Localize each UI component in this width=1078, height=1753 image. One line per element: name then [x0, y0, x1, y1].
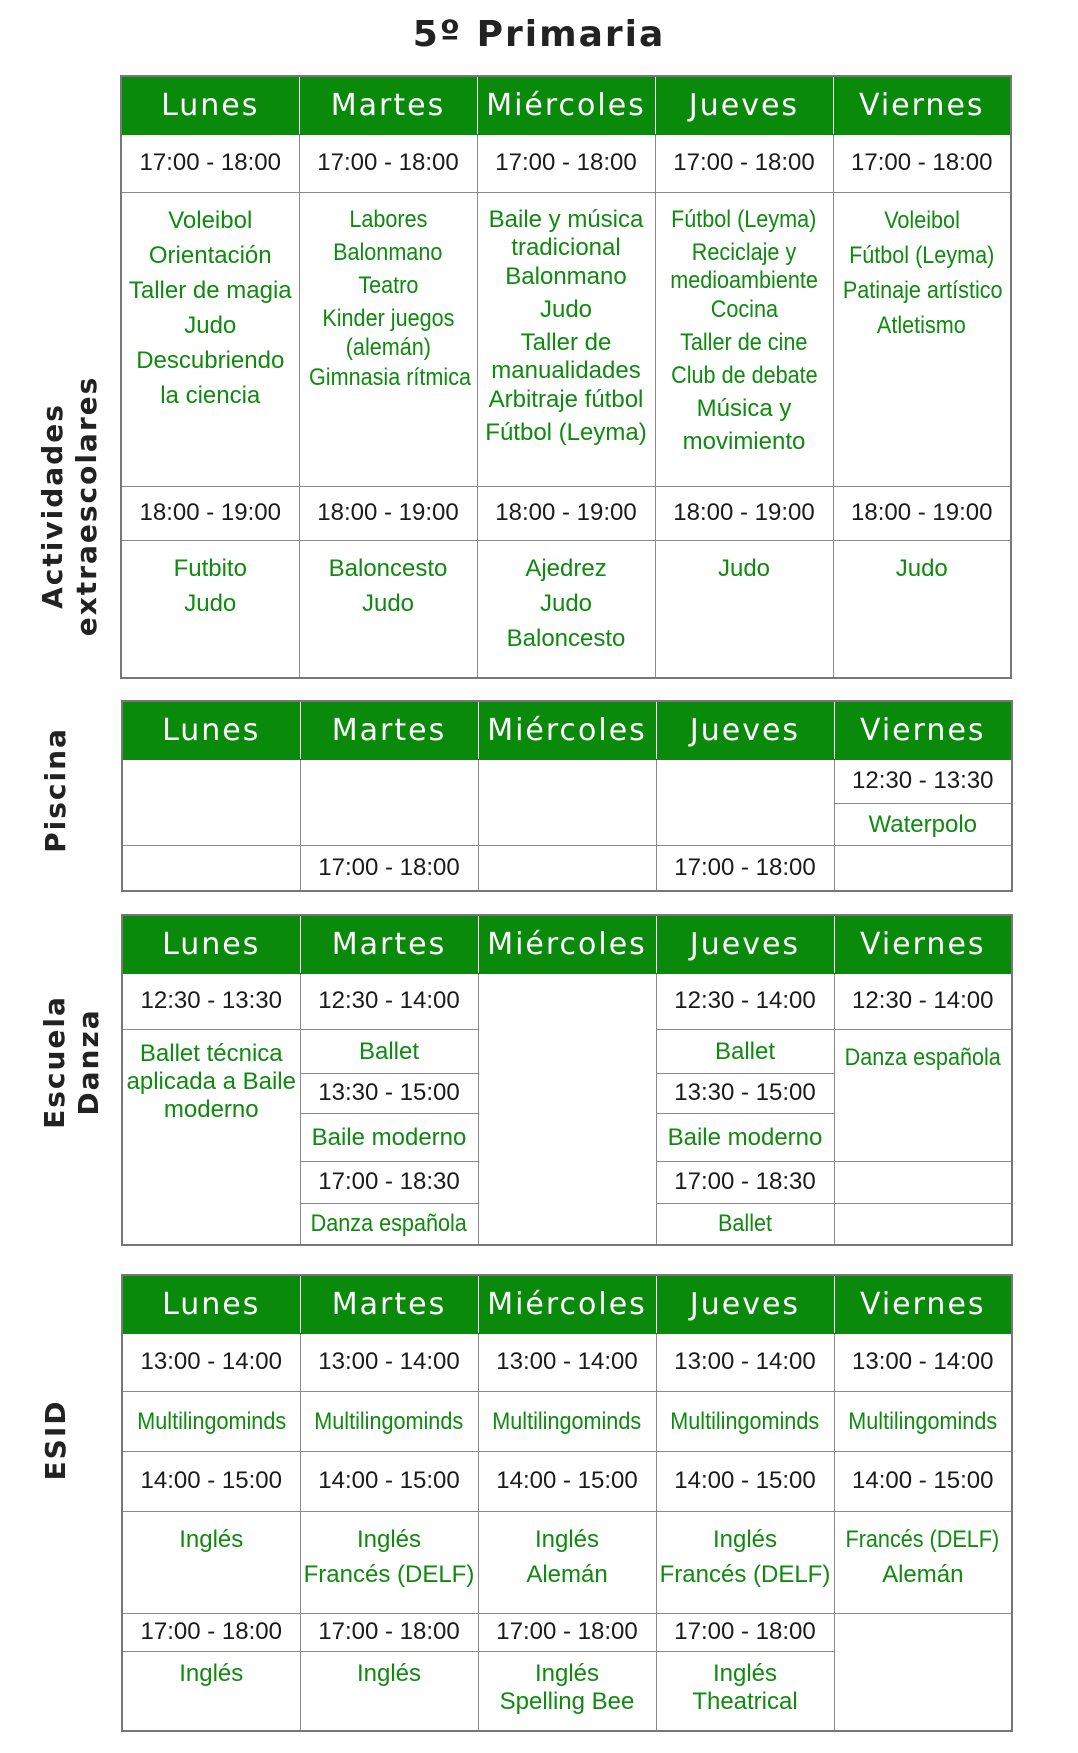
- day-header-miercoles: Miércoles: [478, 1275, 656, 1333]
- time-cell: 14:00 - 15:00: [834, 1451, 1012, 1511]
- activity-item: Gimnasia rítmica: [308, 363, 471, 391]
- day-header-viernes: Viernes: [834, 1275, 1012, 1333]
- activity-cell: Danza española: [300, 1203, 478, 1245]
- day-header-jueves: Jueves: [656, 1275, 834, 1333]
- time-cell: 13:00 - 14:00: [300, 1333, 478, 1391]
- activity-item: tradicional: [511, 233, 621, 261]
- activity-item: Futbito: [173, 554, 247, 582]
- time-cell: 18:00 - 19:00: [833, 486, 1011, 540]
- activity-item: Theatrical: [692, 1687, 798, 1715]
- activity-item: Ajedrez: [525, 554, 607, 582]
- day-header-jueves: Jueves: [656, 701, 834, 759]
- label-line: Escuela: [38, 995, 71, 1129]
- activity-item: Descubriendo: [136, 346, 285, 374]
- activity-item: Ballet técnica: [139, 1039, 283, 1067]
- table-danza: [121, 914, 1013, 1246]
- empty-cell: [834, 845, 1012, 891]
- activity-cell: Multilingominds: [834, 1391, 1012, 1451]
- activity-cell: [834, 1511, 1012, 1613]
- time-cell: 14:00 - 15:00: [478, 1451, 656, 1511]
- time-cell: 17:00 - 18:00: [478, 1613, 656, 1651]
- activity-item: Arbitraje fútbol: [488, 385, 644, 413]
- activity-item: Judo: [895, 554, 948, 582]
- activity-item: Inglés: [179, 1659, 244, 1687]
- activity-cell: [656, 1511, 834, 1613]
- activity-item: Alemán: [526, 1560, 608, 1588]
- empty-cell: [834, 1161, 1012, 1203]
- activity-item: Judo: [361, 589, 415, 617]
- activity-cell: [122, 1651, 300, 1731]
- activity-item: Inglés: [534, 1659, 600, 1687]
- activity-item: Inglés: [356, 1659, 422, 1687]
- activity-item: Voleibol: [883, 206, 960, 234]
- time-cell: 13:00 - 14:00: [478, 1333, 656, 1391]
- activity-cell: [299, 540, 477, 678]
- empty-cell: [122, 759, 300, 845]
- day-header-lunes: Lunes: [122, 915, 300, 973]
- time-cell: 18:00 - 19:00: [121, 486, 299, 540]
- time-cell: 17:00 - 18:00: [656, 1613, 834, 1651]
- activity-item: Inglés: [712, 1525, 778, 1553]
- activity-cell: Multilingominds: [478, 1391, 656, 1451]
- activity-item: Inglés: [534, 1525, 600, 1553]
- label-line: Actividades: [36, 403, 69, 609]
- time-cell: 17:00 - 18:00: [656, 845, 834, 891]
- activity-item: aplicada a Baile: [126, 1067, 296, 1095]
- activity-item: Balonmano: [333, 238, 443, 266]
- day-header-martes: Martes: [300, 701, 478, 759]
- time-cell: 13:00 - 14:00: [656, 1333, 834, 1391]
- activity-item: Francés (DELF): [303, 1560, 475, 1588]
- activity-item: Judo: [539, 589, 593, 617]
- activity-item: Cocina: [710, 295, 778, 323]
- time-cell: 17:00 - 18:00: [833, 134, 1011, 192]
- activity-item: Judo: [184, 589, 237, 617]
- time-cell: 13:00 - 14:00: [122, 1333, 300, 1391]
- time-cell: 17:00 - 18:30: [656, 1161, 834, 1203]
- activity-cell: [121, 192, 299, 486]
- day-header-viernes: Viernes: [834, 915, 1012, 973]
- activity-cell: [834, 1029, 1012, 1161]
- activity-cell: Ballet: [656, 1029, 834, 1073]
- activity-item: Labores: [348, 205, 428, 233]
- activity-item: Inglés: [712, 1659, 778, 1687]
- day-header-martes: Martes: [300, 915, 478, 973]
- day-header-miercoles: Miércoles: [477, 76, 655, 134]
- section-label-danza: [38, 995, 106, 1129]
- day-header-miercoles: Miércoles: [478, 701, 656, 759]
- activity-item: Reciclaje y: [691, 238, 797, 266]
- activity-item: movimiento: [682, 427, 806, 455]
- time-cell: 14:00 - 15:00: [656, 1451, 834, 1511]
- activity-cell: [477, 192, 655, 486]
- time-cell: 13:00 - 14:00: [834, 1333, 1012, 1391]
- activity-item: Kinder juegos: [321, 304, 455, 332]
- time-cell: 17:00 - 18:00: [655, 134, 833, 192]
- activity-item: Orientación: [148, 241, 272, 269]
- empty-cell: [478, 759, 656, 845]
- time-cell: 12:30 - 14:00: [300, 973, 478, 1029]
- day-header-miercoles: Miércoles: [478, 915, 656, 973]
- activity-item: Fútbol (Leyma): [671, 205, 817, 233]
- activity-item: Club de debate: [670, 361, 818, 389]
- page-title: 5º Primaria: [412, 14, 666, 55]
- time-cell: 12:30 - 14:00: [656, 973, 834, 1029]
- activity-item: Balonmano: [505, 262, 627, 290]
- activity-item: Baloncesto: [328, 554, 448, 582]
- time-cell: 17:00 - 18:00: [299, 134, 477, 192]
- time-cell: 18:00 - 19:00: [477, 486, 655, 540]
- activity-item: Danza española: [844, 1043, 1001, 1071]
- section-label-extraescolares: [36, 376, 104, 637]
- activity-item: Taller de: [520, 328, 612, 356]
- label-line: Danza: [72, 1008, 105, 1116]
- time-cell: 17:00 - 18:00: [122, 1613, 300, 1651]
- activity-item: Patinaje artístico: [842, 276, 1003, 304]
- empty-cell: [300, 759, 478, 845]
- activity-cell: [655, 192, 833, 486]
- activity-cell: Ballet: [656, 1203, 834, 1245]
- activity-item: Fútbol (Leyma): [849, 241, 995, 269]
- time-cell: 14:00 - 15:00: [122, 1451, 300, 1511]
- activity-item: manualidades: [491, 356, 641, 384]
- time-cell: 17:00 - 18:00: [121, 134, 299, 192]
- time-cell: 13:30 - 15:00: [300, 1073, 478, 1113]
- time-cell: 17:00 - 18:00: [300, 845, 478, 891]
- day-header-viernes: Viernes: [833, 76, 1011, 134]
- activity-item: Spelling Bee: [499, 1687, 635, 1715]
- activity-item: Música y: [696, 394, 792, 422]
- activity-cell: Ballet: [300, 1029, 478, 1073]
- time-cell: 18:00 - 19:00: [655, 486, 833, 540]
- activity-item: Judo: [539, 295, 593, 323]
- day-header-lunes: Lunes: [121, 76, 299, 134]
- time-cell: 18:00 - 19:00: [299, 486, 477, 540]
- activity-item: la ciencia: [160, 381, 261, 409]
- empty-cell: [478, 845, 656, 891]
- activity-item: Francés (DELF): [659, 1560, 831, 1588]
- empty-cell: [834, 1203, 1012, 1245]
- activity-cell: Multilingominds: [656, 1391, 834, 1451]
- activity-cell: [299, 192, 477, 486]
- activity-item: Taller de magia: [128, 276, 292, 304]
- activity-cell: [833, 192, 1011, 486]
- activity-cell: [300, 1511, 478, 1613]
- activity-item: (alemán): [345, 333, 431, 361]
- activity-item: Alemán: [882, 1560, 964, 1588]
- activity-item: Inglés: [179, 1525, 244, 1553]
- activity-item: Judo: [184, 311, 237, 339]
- activity-item: Voleibol: [168, 206, 253, 234]
- activity-cell: Multilingominds: [300, 1391, 478, 1451]
- activity-cell: Baile moderno: [300, 1113, 478, 1161]
- activity-cell: Baile moderno: [656, 1113, 834, 1161]
- day-header-lunes: Lunes: [122, 1275, 300, 1333]
- empty-cell: [656, 759, 834, 845]
- table-esid: [121, 1274, 1013, 1732]
- time-cell: 12:30 - 14:00: [834, 973, 1012, 1029]
- time-cell: 14:00 - 15:00: [300, 1451, 478, 1511]
- activity-cell: [655, 540, 833, 678]
- day-header-viernes: Viernes: [834, 701, 1012, 759]
- empty-cell: [834, 1613, 1012, 1731]
- day-header-lunes: Lunes: [122, 701, 300, 759]
- activity-item: Baile y música: [488, 205, 644, 233]
- day-header-martes: Martes: [299, 76, 477, 134]
- activity-item: Teatro: [357, 271, 419, 299]
- empty-cell: [122, 845, 300, 891]
- activity-cell: [122, 1029, 300, 1245]
- activity-cell: [121, 540, 299, 678]
- time-cell: 13:30 - 15:00: [656, 1073, 834, 1113]
- activity-cell: Waterpolo: [834, 803, 1012, 845]
- time-cell: 17:00 - 18:00: [477, 134, 655, 192]
- activity-item: Taller de cine: [680, 328, 808, 356]
- activity-cell: [478, 1651, 656, 1731]
- time-cell: 17:00 - 18:00: [300, 1613, 478, 1651]
- activity-item: Atletismo: [877, 311, 967, 339]
- activity-item: moderno: [163, 1095, 259, 1123]
- activity-cell: [833, 540, 1011, 678]
- day-header-jueves: Jueves: [656, 915, 834, 973]
- activity-cell: [477, 540, 655, 678]
- section-label-piscina: Piscina: [39, 727, 72, 853]
- day-header-martes: Martes: [300, 1275, 478, 1333]
- time-cell: 12:30 - 13:30: [122, 973, 300, 1029]
- activity-item: Francés (DELF): [845, 1525, 1000, 1553]
- table-extraescolares: [120, 75, 1012, 679]
- activity-cell: [122, 1511, 300, 1613]
- activity-item: medioambiente: [670, 266, 818, 294]
- activity-item: Fútbol (Leyma): [485, 418, 647, 446]
- activity-item: Baloncesto: [506, 624, 626, 652]
- activity-cell: [300, 1651, 478, 1731]
- activity-item: Judo: [717, 554, 771, 582]
- time-cell: 12:30 - 13:30: [834, 759, 1012, 803]
- day-header-jueves: Jueves: [655, 76, 833, 134]
- table-piscina: [121, 700, 1013, 892]
- empty-cell: [478, 973, 656, 1245]
- activity-cell: [478, 1511, 656, 1613]
- label-line: extraescolares: [70, 375, 103, 637]
- section-label-esid: ESID: [39, 1399, 72, 1481]
- activity-cell: Multilingominds: [122, 1391, 300, 1451]
- activity-item: Inglés: [356, 1525, 422, 1553]
- time-cell: 17:00 - 18:30: [300, 1161, 478, 1203]
- activity-cell: [656, 1651, 834, 1731]
